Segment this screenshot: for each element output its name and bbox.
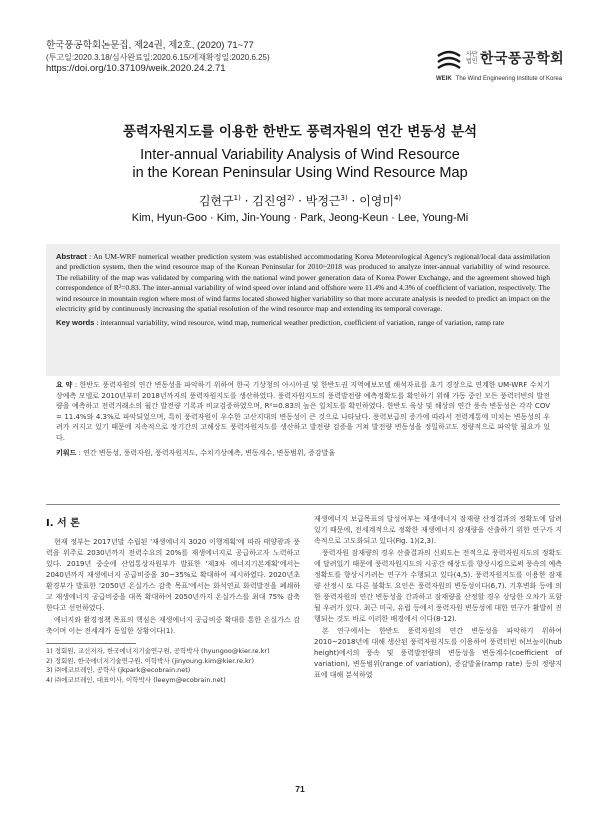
abstract-box [46, 244, 560, 376]
author-separator: · [351, 194, 356, 208]
footnote: 4) ㈜에코브레인, 대표이사, 이학박사 (leeym@ecobrain.net) [46, 675, 226, 684]
author-affil-mark: 2) [287, 194, 295, 202]
title-english [0, 146, 600, 182]
journal-citation: 한국풍공학회논문집, 제24권, 제2호, (2020) 71~77 [46, 40, 254, 51]
paragraph: 재생에너지 보급목표의 달성여부는 재생에너지 잠재량 산정결과의 정확도에 달려있기 때문에, 전세계적으로 정확한 재생에너지 잠재량을 산출하기 위한 연구가 지속적으로 고도화되고 있다(Fig. 1)(2,3). [314, 515, 562, 545]
author-affil-mark: 4) [393, 194, 402, 202]
summary-label: 요 약 [56, 381, 73, 389]
author-name: 김현구 [198, 194, 234, 208]
society-logo [436, 48, 566, 90]
page-number: 71 [295, 784, 305, 794]
footnote-rule [46, 643, 136, 644]
author-name: 박정근 [305, 194, 341, 208]
author-affil-mark: 1) [233, 194, 241, 202]
keywords [56, 318, 550, 328]
authors-korean [0, 192, 600, 209]
footnote: 3) ㈜에코브레인, 공학사 (jkpark@ecobrain.net) [46, 666, 191, 674]
logo-subtitle: 사단 법인 [466, 52, 478, 65]
section-divider [46, 504, 560, 505]
author-affil-mark: 3) [340, 194, 348, 202]
korean-keywords-label: 키워드 [56, 448, 77, 457]
paragraph: 본 연구에서는 한반도 풍력자원의 연간 변동성을 파악하기 위하여 2010~2018년에 대해 생산된 풍력자원지도를 이용하여 풍력터빈 허브높이(hub height)에서의 풍속 및 풍력발전량의 변동성을 변동계수(coefficient of variation), 변동범위(range of variation), 증감발율(ramp rate) 등의 정량지표에 대해 분석하였 [314, 627, 562, 679]
right-column [314, 514, 562, 682]
korean-keywords-text: : 연간 변동성, 풍력자원, 풍력자원지도, 수치기상예측, 변동계수, 변동범위, 증감발율 [78, 448, 336, 457]
abstract-text: : An UM-WRF numerical weather prediction system was established accommodating Korea Meteorological Agency's regional/local data assimilation and prediction system, then the wind resource map of the Korean Peninsular for 2010~2018 was produced to analyze inter-annual variability of wind resource. The reliability of the map was validated by comparing with the national wind power generation data of Korea Power Exchange, and the agreement showed high correspondence of R²=0.83. The inter-annual variability of wind speed over inland and offshore were 11.4% and 4.3% of coefficient of variation, respectively. The wind resource in mountain region where most of wind farms located showed higher variability so that more accurate analysis is needed to predict an impact on the electricity grid by continuously increasing the spatial resolution of the wind resource map and extending its temporal coverage. [56, 252, 550, 314]
author-name: 김진영 [252, 194, 288, 208]
logo-name: 한국풍공학회 [480, 51, 565, 67]
submission-dates: (투고일:2020.3.18/심사완료일:2020.6.15/게재확정일:2020.6.25) [46, 53, 270, 62]
title-english-line1: Inter-annual Variability Analysis of Wind Resource [140, 147, 460, 163]
korean-keywords [56, 448, 550, 459]
weik-logo-icon [436, 48, 462, 74]
abstract-label: Abstract [56, 252, 87, 261]
title-english-line2: in the Korean Peninsular Using Wind Resource Map [132, 165, 468, 181]
summary [56, 380, 550, 444]
logo-english [436, 76, 562, 82]
doi-link[interactable]: https://doi.org/10.37109/weik.2020.24.2.71 [46, 63, 226, 74]
introduction-text-right [314, 514, 562, 681]
author-name: 이영미 [359, 194, 394, 208]
paragraph: 현재 정부는 2017년말 수립된 '재생에너지 3020 이행계획'에 따라 태양광과 풍력을 위주로 2030년까지 전력수요의 20%를 재생에너지로 공급하고자 노력하고 있다. 2019년 중순에 산업통상자원부가 발표한 '제3차 에너지기본계획'에서는 2040년까지 재생에너지 공급비중을 30~35%로 확대하여 제시하였다. 2020년초 환경부가 발표한 '2050년 온실가스 감축 목표'에서는 화석연료 화력발전을 폐쇄하고 재생에너지 공급비중을 대폭 확대하여 2050년까지 온실가스를 최대 75% 감축한다고 선언하였다. [46, 538, 300, 612]
title-korean: 풍력자원지도를 이용한 한반도 풍력자원의 연간 변동성 분석 [122, 124, 478, 140]
footnote: 1) 정회원, 교신저자, 한국에너지기술연구원, 공학박사 (hyungoo@kier.re.kr) [46, 647, 270, 655]
introduction-text-left [46, 537, 300, 637]
paragraph: 에너지와 환경정책 목표의 핵심은 재생에너지 공급비중 확대를 통한 온실가스 감축이며 이는 전세계가 동일한 상황이다(1). [46, 616, 300, 635]
keywords-label: Key words [56, 318, 95, 328]
footnote: 2) 정회원, 한국에너지기술연구원, 이학박사 (jinyoung.kim@kier.re.kr) [46, 656, 255, 665]
korean-summary [46, 376, 560, 504]
paragraph: 풍력자원 잠재량의 경우 산출결과의 신뢰도는 전적으로 풍력자원지도의 정확도에 달려있기 때문에 풍력자원지도의 시공간 해상도를 향상시킴으로써 풍속의 예측 정확도를 향상시키려는 연구가 수행되고 있다(4,5). 풍력자원지도를 이용한 잠재량 산정시 또 다른 불확도 요인은 풍력자원의 변동성이다(6,7). 기후변화 등에 의한 풍력자원의 연간 변동성을 간과하고 잠재량을 산정할 경우 상당한 오차가 포함될 우려가 있다. 최근 미국, 유럽 등에서 풍력자원 변동성에 대한 연구가 활발히 진행되는 것도 바로 이러한 배경에서 이다(8-12). [314, 549, 562, 623]
abstract [56, 252, 550, 314]
keywords-text: : interannual variability, wind resource, wind map, numerical weather prediction, coefficient of variation, range of variation, ramp rate [96, 318, 505, 328]
author-separator: · [244, 194, 249, 208]
left-column [46, 514, 300, 685]
footnotes [46, 647, 300, 685]
authors-english: Kim, Hyun-Goo · Kim, Jin-Young · Park, Jeong-Keun · Lee, Young-Mi [131, 212, 469, 224]
logo-abbr: WEIK [436, 76, 452, 82]
logo-english-name: The Wind Engineering Institute of Korea [455, 76, 563, 82]
summary-text: : 한반도 풍력자원의 연간 변동성을 파악하기 위하여 한국 기상청의 아시아권 및 한반도권 지역예보모델 해석자료를 초기 경장으로 연계한 UM-WRF 수치기상예측 모델로 2010년부터 2018년까지의 풍력자원지도를 생산하였다. 풍력자원지도의 풍력발전량 예측정확도를 확인하기 위해 가동 중인 모든 풍력터빈의 발전량을 예측하고 전력거래소의 월간 발전량 기록과 비교검증하였으며, R²=0.83의 높은 일치도를 확인하였다. 한반도 육상 및 해상의 연간 풍속 변동성은 각각 COV = 11.4%와 4.3%로 파악되었으며, 특히 풍력자원이 우수한 고산지대의 변동성이 큰 것으로 나타났다. 풍력보급의 증가에 따라서 전력계통에 미치는 변동성의 우려가 커지고 있기 때문에 지속적으로 장기간의 고해상도 풍력자원지도를 생산하고 발전량 검증을 거쳐 발전량 변동성을 정밀하고도 정량적으로 파악할 필요가 있다. [56, 381, 551, 442]
journal-header [46, 40, 566, 96]
author-separator: · [298, 194, 302, 208]
section-heading-introduction: I. 서 론 [46, 518, 80, 529]
